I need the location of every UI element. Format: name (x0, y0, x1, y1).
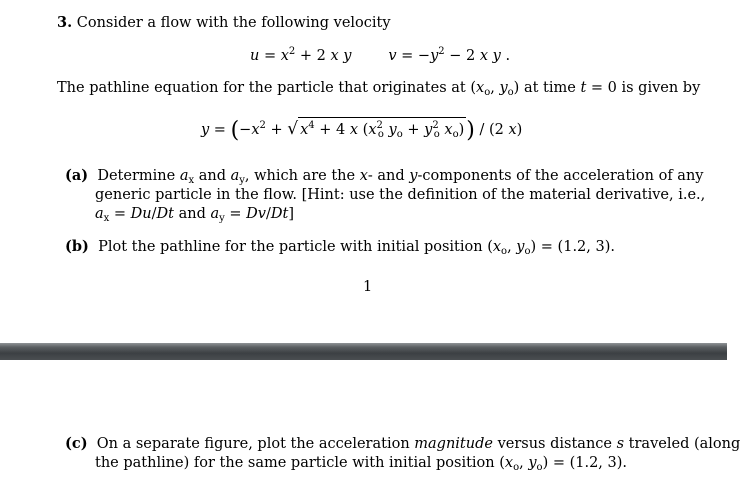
problem-number: 3. (57, 14, 73, 31)
part-b-label: (b) (65, 238, 89, 255)
problem-intro-line (57, 14, 391, 32)
part-c-label: (c) (65, 435, 88, 452)
problem-intro: Consider a flow with the following velocity (76, 15, 391, 31)
page-number: 1 (363, 279, 373, 295)
part-b-line: (b) Plot the pathline for the particle with initial position ($x_o$, $y_o) = (1.2$, 3). (65, 238, 615, 257)
part-c-line-1: (c) On a separate figure, plot the acceleration magnitude versus distance s traveled (along (65, 435, 740, 452)
pathline-equation: $y = (-x^2$ + √ $x^4 + 4$ x ($x^2_o$ $y_o + y^2_o$ $x_o)) / (2$ x) (201, 118, 523, 143)
page-separator (0, 343, 727, 360)
pathline-intro: The pathline equation for the particle that originates at ($x_o$, $y_o$) at time t = 0 is given by (57, 80, 701, 98)
velocity-equations: $u = x^2 + 2$ x y $v = -y^2 - 2$ x y . (250, 46, 511, 64)
part-a-line-3: $a_x = Du/Dt$ and $a_y = Dv/Dt$] (95, 206, 294, 224)
part-a-line-2: generic particle in the flow. [Hint: use the definition of the material derivative, i.e., (95, 187, 706, 203)
part-a-line-1: (a) Determine $a_x$ and $a_y$, which are the x- and y-components of the acceleration of any (65, 167, 704, 186)
part-c-line-2: the pathline) for the same particle with initial position ($x_o$, $y_o) = (1.2$, 3). (95, 455, 628, 473)
page-2 (0, 360, 740, 490)
part-a-label: (a) (65, 167, 89, 184)
